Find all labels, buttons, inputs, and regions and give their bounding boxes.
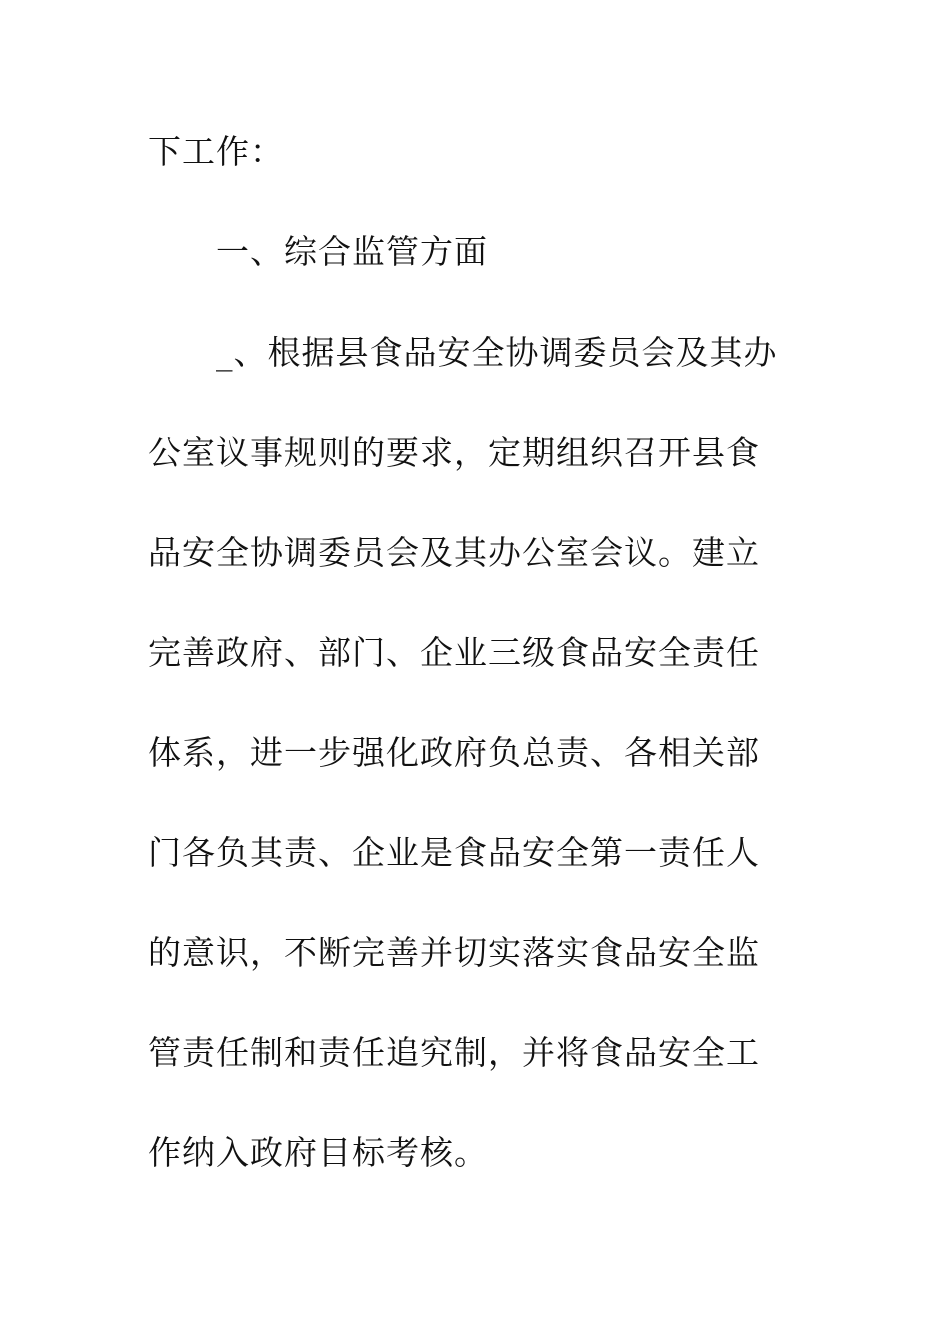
- paragraph-line-7: 的意识，不断完善并切实落实食品安全监: [148, 933, 760, 972]
- paragraph-line-3: 品安全协调委员会及其办公室会议。建立: [148, 533, 760, 572]
- text-line-1: 下工作：: [148, 132, 284, 171]
- paragraph-line-8: 管责任制和责任追究制，并将食品安全工: [148, 1033, 760, 1072]
- paragraph-line-2: 公室议事规则的要求，定期组织召开县食: [148, 433, 760, 472]
- section-heading: 一、综合监管方面: [216, 232, 488, 271]
- paragraph-line-4: 完善政府、部门、企业三级食品安全责任: [148, 633, 760, 672]
- paragraph-line-6: 门各负其责、企业是食品安全第一责任人: [148, 833, 760, 872]
- paragraph-line-9: 作纳入政府目标考核。: [148, 1133, 488, 1172]
- paragraph-line-1: _、根据县食品安全协调委员会及其办: [216, 333, 778, 372]
- paragraph-line-5: 体系，进一步强化政府负总责、各相关部: [148, 733, 760, 772]
